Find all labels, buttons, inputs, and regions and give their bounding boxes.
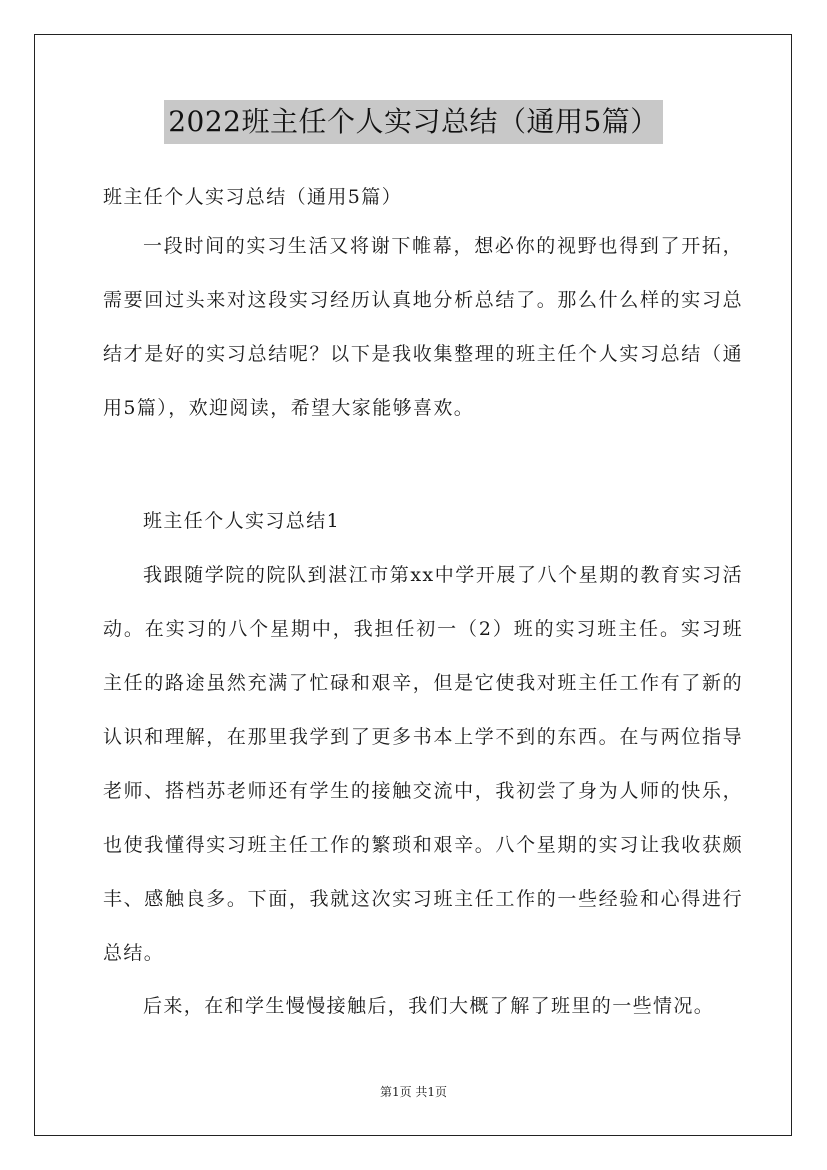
page-footer: 第1页 共1页 bbox=[379, 1085, 448, 1099]
body-paragraph: 后来，在和学生慢慢接触后，我们大概了解了班里的一些情况。 bbox=[143, 995, 715, 1017]
document-subtitle: 班主任个人实习总结（通用5篇） bbox=[103, 186, 403, 208]
document-title: 2022班主任个人实习总结（通用5篇） bbox=[164, 100, 663, 144]
title-container bbox=[0, 100, 827, 144]
body-paragraph: 我跟随学院的院队到湛江市第xx中学开展了八个星期的教育实习活动。在实习的八个星期中，我担任初一（2）班的实习班主任。实习班主任的路途虽然充满了忙碌和艰辛，但是它使我对班主任工作有了新的认识和理解，在那里我学到了更多书本上学不到的东西。在与两位指导老师、搭档苏老师还有学生的接触交流中，我初尝了身为人师的快乐，也使我懂得实习班主任工作的繁琐和艰辛。八个星期的实习让我收获颇丰、感触良多。下面，我就这次实习班主任工作的一些经验和心得进行总结。 bbox=[103, 564, 743, 964]
intro-paragraph: 一段时间的实习生活又将谢下帷幕，想必你的视野也得到了开拓，需要回过头来对这段实习经历认真地分析总结了。那么什么样的实习总结才是好的实习总结呢？以下是我收集整理的班主任个人实习总结（通用5篇），欢迎阅读，希望大家能够喜欢。 bbox=[103, 235, 743, 419]
section-heading: 班主任个人实习总结1 bbox=[143, 510, 341, 532]
